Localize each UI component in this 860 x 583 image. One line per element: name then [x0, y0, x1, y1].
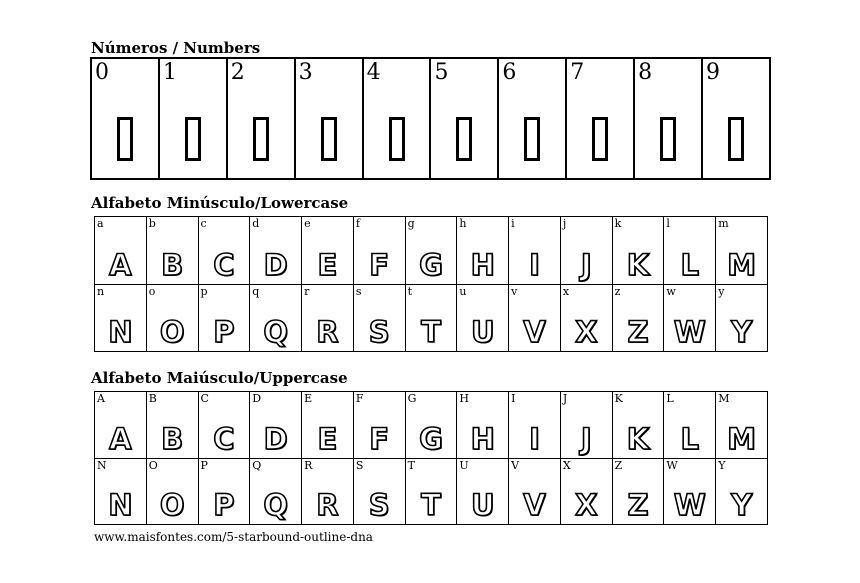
missing-glyph-box [524, 117, 540, 161]
letter-cell [405, 217, 457, 285]
letter-cell [198, 284, 250, 352]
character-caption: 5 [434, 60, 449, 85]
font-glyph-sample: Q [263, 488, 288, 522]
character-caption: C [200, 392, 209, 405]
character-caption: m [718, 217, 729, 230]
font-glyph-sample: E [317, 247, 338, 282]
numbers-row [91, 58, 770, 179]
missing-glyph-box [253, 117, 269, 161]
number-cell [702, 58, 770, 179]
character-caption: j [562, 217, 567, 230]
character-caption: c [200, 217, 207, 230]
character-caption: T [407, 458, 415, 472]
character-caption: I [511, 392, 516, 405]
font-glyph-sample: T [421, 315, 441, 349]
letter-cell [612, 217, 664, 285]
font-glyph-sample: B [161, 421, 184, 456]
lowercase-row [95, 284, 768, 352]
font-glyph-sample: I [529, 421, 540, 456]
font-glyph-sample: N [108, 488, 133, 522]
font-glyph-sample: Z [627, 488, 649, 522]
missing-glyph-box [592, 117, 608, 161]
font-glyph-sample: F [369, 247, 390, 282]
font-glyph-sample: P [213, 315, 235, 349]
letter-cell [302, 217, 354, 285]
missing-glyph-box [728, 117, 744, 161]
character-caption: 1 [162, 60, 177, 85]
character-caption: E [304, 392, 313, 405]
font-glyph-sample: H [470, 421, 495, 456]
character-caption: D [252, 392, 262, 405]
font-glyph-sample: J [580, 247, 592, 282]
character-caption: z [614, 284, 621, 298]
character-caption: U [459, 458, 469, 472]
letter-cell [612, 458, 664, 525]
letter-cell [509, 217, 561, 285]
font-glyph-sample: C [213, 421, 235, 456]
character-caption: o [148, 284, 156, 298]
character-caption: i [511, 217, 515, 230]
letter-cell [302, 284, 354, 352]
letter-cell [302, 458, 354, 525]
character-caption: 6 [502, 60, 517, 85]
font-glyph-sample: J [580, 421, 592, 456]
font-glyph-sample: Y [731, 315, 753, 349]
character-caption: s [355, 284, 362, 298]
letter-cell [146, 284, 198, 352]
letter-cell [664, 217, 716, 285]
character-caption: t [407, 284, 413, 298]
font-glyph-sample: Q [263, 315, 288, 349]
number-cell [159, 58, 227, 179]
source-url[interactable]: www.maisfontes.com/5-starbound-outline-dna [94, 530, 373, 544]
font-glyph-sample: F [369, 421, 390, 456]
letter-cell [302, 392, 354, 459]
character-caption: Y [718, 458, 726, 472]
letter-cell [457, 284, 509, 352]
font-glyph-sample: Z [627, 315, 649, 349]
font-glyph-sample: O [159, 488, 185, 522]
letter-cell [95, 392, 147, 459]
letter-cell [353, 392, 405, 459]
character-caption: N [97, 458, 107, 472]
number-cell [634, 58, 702, 179]
font-glyph-sample: A [109, 421, 132, 456]
letter-cell [250, 284, 302, 352]
number-cell [363, 58, 431, 179]
missing-glyph-box [185, 117, 201, 161]
lowercase-table [94, 216, 768, 352]
letter-cell [664, 392, 716, 459]
uppercase-row [95, 458, 768, 525]
letter-cell [250, 392, 302, 459]
character-caption: u [459, 284, 467, 298]
missing-glyph-box [456, 117, 472, 161]
font-glyph-sample: E [317, 421, 338, 456]
letter-cell [716, 217, 768, 285]
font-glyph-sample: G [419, 421, 443, 456]
font-glyph-sample: A [109, 247, 132, 282]
font-glyph-sample: T [421, 488, 441, 522]
missing-glyph-box [321, 117, 337, 161]
character-caption: S [355, 458, 364, 472]
number-cell [566, 58, 634, 179]
character-caption: M [718, 392, 730, 405]
letter-cell [457, 458, 509, 525]
letter-cell [664, 458, 716, 525]
missing-glyph-box [660, 117, 676, 161]
font-glyph-sample: U [470, 315, 495, 349]
numbers-title: Números / Numbers [91, 39, 261, 57]
number-cell [295, 58, 363, 179]
character-caption: w [666, 284, 676, 298]
font-glyph-sample: X [575, 315, 598, 349]
lowercase-title: Alfabeto Minúsculo/Lowercase [91, 194, 349, 212]
font-glyph-sample: B [161, 247, 184, 282]
font-glyph-sample: O [159, 315, 185, 349]
font-glyph-sample: C [213, 247, 235, 282]
letter-cell [509, 284, 561, 352]
character-caption: H [459, 392, 469, 405]
font-glyph-sample: Y [731, 488, 753, 522]
character-caption: L [666, 392, 674, 405]
character-caption: n [97, 284, 105, 298]
character-caption: 0 [95, 60, 109, 85]
character-caption: J [562, 392, 568, 405]
character-caption: B [148, 392, 157, 405]
letter-cell [146, 458, 198, 525]
font-glyph-sample: R [316, 315, 339, 349]
letter-cell [95, 458, 147, 525]
font-glyph-sample: U [470, 488, 495, 522]
character-caption: 3 [298, 60, 313, 85]
font-glyph-sample: D [263, 421, 288, 456]
font-glyph-sample: R [316, 488, 339, 522]
font-glyph-sample: W [673, 315, 706, 349]
character-caption: r [304, 284, 310, 298]
letter-cell [405, 458, 457, 525]
character-caption: e [304, 217, 311, 230]
letter-cell [353, 458, 405, 525]
font-glyph-sample: G [419, 247, 443, 282]
uppercase-table [94, 391, 768, 525]
font-glyph-sample: N [108, 315, 133, 349]
character-caption: 7 [570, 60, 585, 85]
font-glyph-sample: H [470, 247, 495, 282]
character-caption: Z [614, 458, 623, 472]
number-cell [227, 58, 295, 179]
character-caption: 4 [366, 60, 381, 85]
letter-cell [95, 284, 147, 352]
number-cell [91, 58, 159, 179]
character-caption: P [200, 458, 208, 472]
character-caption: x [562, 284, 570, 298]
font-glyph-sample: P [213, 488, 235, 522]
letter-cell [146, 392, 198, 459]
letter-cell [509, 392, 561, 459]
character-caption: l [666, 217, 670, 230]
letter-cell [612, 392, 664, 459]
numbers-table [90, 57, 771, 180]
character-caption: K [614, 392, 623, 405]
letter-cell [146, 217, 198, 285]
letter-cell [405, 284, 457, 352]
letter-cell [560, 284, 612, 352]
missing-glyph-box [389, 117, 405, 161]
letter-cell [560, 392, 612, 459]
font-glyph-sample: K [626, 421, 650, 456]
character-caption: b [148, 217, 156, 230]
character-caption: p [200, 284, 208, 298]
character-caption: O [148, 458, 158, 472]
letter-cell [509, 458, 561, 525]
letter-cell [250, 458, 302, 525]
font-glyph-sample: W [673, 488, 706, 522]
character-caption: W [666, 458, 678, 472]
uppercase-title: Alfabeto Maiúsculo/Uppercase [91, 369, 348, 387]
character-caption: 8 [638, 60, 653, 85]
character-caption: d [252, 217, 260, 230]
font-glyph-sample: L [680, 247, 700, 282]
letter-cell [716, 392, 768, 459]
font-glyph-sample: X [575, 488, 598, 522]
character-caption: q [252, 284, 260, 298]
character-caption: R [304, 458, 313, 472]
letter-cell [198, 458, 250, 525]
character-caption: X [562, 458, 571, 472]
character-caption: f [355, 217, 360, 230]
font-glyph-sample: K [626, 247, 650, 282]
font-glyph-sample: V [523, 315, 546, 349]
character-caption: Q [252, 458, 262, 472]
font-glyph-sample: M [727, 247, 757, 282]
missing-glyph-box [117, 117, 133, 161]
font-glyph-sample: I [529, 247, 540, 282]
font-glyph-sample: S [368, 315, 390, 349]
character-caption: F [355, 392, 364, 405]
font-glyph-sample: M [727, 421, 757, 456]
letter-cell [353, 217, 405, 285]
font-glyph-sample: D [263, 247, 288, 282]
character-caption: g [407, 217, 415, 230]
font-glyph-sample: V [523, 488, 546, 522]
letter-cell [95, 217, 147, 285]
letter-cell [716, 458, 768, 525]
letter-cell [457, 217, 509, 285]
letter-cell [664, 284, 716, 352]
number-cell [430, 58, 498, 179]
letter-cell [405, 392, 457, 459]
letter-cell [612, 284, 664, 352]
letter-cell [198, 217, 250, 285]
font-glyph-sample: L [680, 421, 700, 456]
character-caption: v [511, 284, 518, 298]
letter-cell [560, 217, 612, 285]
letter-cell [198, 392, 250, 459]
letter-cell [716, 284, 768, 352]
character-caption: y [718, 284, 725, 298]
letter-cell [250, 217, 302, 285]
character-caption: a [97, 217, 104, 230]
character-caption: V [511, 458, 520, 472]
character-caption: 2 [230, 60, 245, 85]
letter-cell [353, 284, 405, 352]
uppercase-row [95, 392, 768, 459]
number-cell [498, 58, 566, 179]
letter-cell [560, 458, 612, 525]
character-caption: A [97, 392, 105, 405]
lowercase-row [95, 217, 768, 285]
character-caption: k [614, 217, 622, 230]
character-caption: 9 [706, 60, 721, 85]
character-caption: G [407, 392, 417, 405]
font-glyph-sample: S [368, 488, 390, 522]
letter-cell [457, 392, 509, 459]
character-caption: h [459, 217, 467, 230]
